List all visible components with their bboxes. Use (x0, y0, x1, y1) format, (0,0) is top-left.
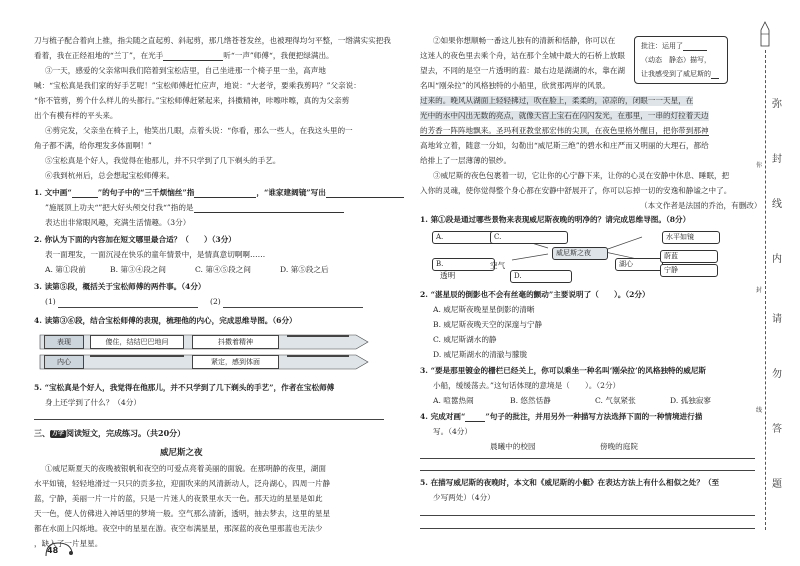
q4-row2-blank[interactable] (287, 355, 349, 357)
margin-char: 题 (772, 479, 782, 490)
margin-char: 弥 (772, 99, 782, 110)
article-para-2: ②如果你想顺畅一番这儿独有的清新和恬静，你可以在 (433, 36, 616, 45)
right-page (400, 0, 800, 566)
answer-line[interactable] (58, 307, 198, 308)
mindmap-node-right1: 水平如镜 (662, 231, 720, 244)
mindmap-quiet: 宁静 (660, 264, 718, 277)
r-question-3: 3. “要是那里镀金的栅栏已经关上，你可以乘坐一种名叫‘刚朵拉’的风格独特的威尼斯 (420, 366, 707, 375)
note-line-1: 批注：运用了 (641, 41, 707, 51)
q4-row1-box1: 傻住，结结巴巴地问 (90, 335, 184, 349)
r-question-1: 1. 第①段是通过哪些景物来表现威尼斯夜晚的明净的？请完成思维导图。（8分） (420, 215, 691, 224)
r-q2-option-c[interactable]: C. 威尼斯湖水的静 (433, 335, 497, 344)
margin-char: 封 (772, 154, 782, 165)
article-para-1d: 天一色，使人仿佛进入神话里的梦境一般。空气那么清新，透明，抽去梦去，这里的星星 (34, 509, 331, 518)
margin-small-char: 封 (756, 287, 763, 294)
mindmap-node-a[interactable]: A. (432, 231, 516, 244)
option-d[interactable]: D. 第⑤段之后 (280, 265, 329, 274)
answer-line[interactable] (420, 515, 755, 516)
q4-row1-blank[interactable] (287, 335, 349, 337)
answer-blank[interactable] (194, 189, 256, 198)
para-3b: 喊：“宝松真是我们家的好手艺呢！”宝松师傅赶忙应声，地说：“大老爷，要乘我剪吗？”父亲说： (34, 81, 361, 90)
article-para-2b: 这迷人的夜色里去乘个舟，站在那个全城中最大的石桥上放眼 (420, 51, 626, 60)
r-q2-option-a[interactable]: A. 威尼斯夜晚星星倒影的清晰 (433, 305, 535, 314)
mindmap-deep: 蔚蓝 (660, 250, 718, 263)
article-para-2h: 高地耸立着，随意一分如，勾勒出“威尼斯三绝”的碧水和庄严而又明丽的大理石，都给 (420, 141, 709, 150)
mindmap-air: 空气 (490, 261, 506, 270)
q4-row2-box2: 紧定，感到体面 (192, 355, 279, 369)
article-para-3b: 入你的灵魂，使你觉得整个身心都在安静中舒展开了，你可以忘掉一切的安逸和静谧之中了。 (420, 186, 732, 195)
answer-line[interactable] (420, 458, 755, 459)
r-question-3-cont: 小船，缓缓荡去。”这句话体现的意境是（ ）。（2分） (433, 381, 621, 390)
mindmap-trans: 透明 (440, 271, 456, 280)
question-3: 3. 读第⑤段，概括关于宝松师傅的两件事。（4分） (34, 282, 206, 291)
margin-char: 线 (772, 199, 782, 210)
q3-label-1: (1) (45, 297, 56, 306)
r-q3-option-a[interactable]: A. 喧嚣热闹 (433, 396, 474, 405)
margin-small-char: 线 (756, 407, 763, 414)
option-c[interactable]: C. 第④⑤段之间 (195, 265, 251, 274)
answer-line[interactable] (420, 470, 755, 471)
question-5: 5. “宝松真是个好人，我觉得在他那儿，并不只学到了几下剃头的手艺”，作者在宝松师傅 (34, 383, 335, 392)
question-1: 1. 文中画“ ”的句子中的“三千烦恼丝”指 ，“谁家建阔镜”写出 (34, 188, 404, 198)
para-6: ⑥我到杭州后，总会想起宝松师傅来。 (45, 171, 175, 180)
article-para-1: ①威尼斯夏天的夜晚被银帆和夜空的可爱点亮着美丽的面貌。在那明静的夜里，湖面 (45, 464, 326, 473)
r-question-5-cont: 少写两处）（4分） (433, 493, 495, 502)
article-para-1f: ，缺入了一片星星。 (34, 539, 103, 548)
annotation-note (634, 36, 728, 84)
note-blank[interactable] (683, 42, 707, 51)
article-para-1c: 蓝，宁静，美丽一片一片的蓝，只是一片迷人的夜景里水天一色。那天边的星星是如此 (34, 494, 323, 503)
article-para-2g: 的芳香一阵阵地飘来。圣玛利亚教堂那宏伟的尖顶，在夜色里格外醒目，把你带到那神 (420, 126, 709, 135)
mindmap-node-b[interactable]: B. (432, 258, 495, 271)
question-1-cont: ”施展顶上功夫“”把大好头颅交付我“”指的是 (45, 203, 344, 213)
para-1b: 看着，我在正经祖地的“兰丁”，在光手 听“一声”师傅“，我便把绿满出。 (34, 51, 334, 60)
article-para-2i: 给排上了一层薄薄的银纱。 (420, 156, 512, 165)
r-question-2: 2. “湛星辰的倒影也不会有丝毫的颤动”主要说明了（ ）。（2分） (420, 290, 650, 299)
margin-char: 答 (772, 424, 782, 435)
answer-line[interactable] (34, 419, 384, 420)
margin-char: 内 (772, 254, 782, 265)
para-1: 刀与梳子配合着向上推，指尖随之直起剪、斜起剪，那几绺苍苍发丝，也被理得均匀平整，一绺满实实把我 (34, 36, 391, 45)
article-para-2e: 过来的。晚风从湖面上轻轻拂过，吹在脸上，柔柔的，凉凉的，闭眼一一天星，在 (420, 96, 694, 105)
question-5-cont: 身上还学到了什么？（4分） (45, 398, 141, 407)
q3-label-2: (2) (210, 297, 221, 306)
answer-line[interactable] (223, 307, 363, 308)
article-source: （本文作者是法国的乔治，有删改） (640, 201, 762, 210)
option-a[interactable]: A. 第①段前 (45, 265, 86, 274)
answer-blank[interactable] (326, 189, 404, 198)
mindmap-node-c[interactable]: C. (490, 231, 568, 244)
para-3c: “你不管剪，剪个什么样儿的头都行。”宝松师傅赶紧起来，抖擞精神，咔嚓咔嚓，真的为父亲剪 (34, 96, 350, 105)
q4-row1-box2: 抖擞着精神 (192, 335, 279, 349)
r-question-4: 4. 完成对画“ ”句子的批注，并用另外一种描写方法选择下面的一种情境进行描 (420, 412, 703, 421)
article-para-1b: 水平如镜，轻轻地滑过一只只的贡多拉，迎面吹来的风清新动人，泛舟湖心，四周一片静 (34, 479, 331, 488)
page-number: 48 (47, 546, 59, 555)
question-2: 2. 你认为下面的内容加在短文哪里最合适？（ ）（3分） (34, 235, 236, 244)
question-1-end: 表达出非常眼风趣，充满生活情趣。（3分） (45, 218, 191, 227)
article-para-2f: 光中的水中闪出无数的亮点，就像天宫上宝石在闪闪发光，在那里，一串的灯拉着天边 (420, 111, 709, 120)
q4-row2-blank[interactable] (90, 355, 184, 357)
note-line-2: （动态 静态）描写， (641, 56, 711, 64)
question-4: 4. 读第③⑥段，结合宝松师傅的表现，梳理他的内心，完成思维导图。（6分） (34, 316, 297, 325)
margin-char: 请 (772, 314, 782, 325)
section-tag: 万学 (52, 430, 65, 437)
para-3d: 出个有模有样的平头来。 (34, 111, 118, 120)
binding-dashed-line (765, 50, 766, 530)
section-3-heading: 三、 万学 阅读短文，完成练习。（共20分） (34, 428, 186, 438)
pencil-icon (755, 20, 775, 50)
mindmap-lake: 湖心 (615, 258, 663, 271)
margin-small-char: 你 (756, 162, 763, 169)
q4-row1-label: 表现 (44, 335, 84, 349)
r-q3-option-d[interactable]: D. 孤独寂寥 (670, 396, 712, 405)
answer-line[interactable] (420, 528, 755, 529)
q4-row2-label: 内心 (44, 355, 84, 369)
article-para-2c: 望去，不同的是空一片透明的蓝：最右边是湖湖的水，靠在湖 (420, 66, 626, 75)
mindmap-node-d[interactable]: D. (510, 270, 572, 283)
r-question-4-cont: 写。（4分） (433, 427, 472, 436)
note-line-3: 让我感受到了威尼斯的 (641, 69, 719, 79)
r-q2-option-d[interactable]: D. 威尼斯湖水的清澈与朦胧 (433, 350, 528, 359)
para-5: ⑤宝松真是个好人，我觉得在他那儿，并不只学到了几下剃头的手艺。 (45, 156, 281, 165)
r-q4-option-2[interactable]: 傍晚的庭院 (600, 442, 638, 451)
mindmap-center: 威尼斯之夜 (552, 247, 608, 260)
article-para-2d: 名叫“刚朵拉”的风格独特的小船里，欣赏那两岸的风景。 (420, 81, 611, 90)
article-para-1e: 都在水面上闪烁地。夜空中的星星在游。夜空布满星星，那深蓝的夜色里那蓝也无法少 (34, 524, 323, 533)
para-3: ③一天，感爱的父亲常叫我们陪着到宝松店里，自己坐进那一个椅子里一坐，高声地 (45, 66, 326, 75)
r-q4-option-1[interactable]: 晨曦中的校园 (490, 442, 536, 451)
margin-char: 勿 (772, 369, 782, 380)
article-para-3: ③威尼斯的夜色包裹着一切，它让你的心宁静下来，让你的心灵在安静中休息、睡眠，把 (433, 171, 730, 180)
para-4: ④剪完发，父亲坐在椅子上，他笑出几眼，点着头说：“你看，那么一些人，在我这头里的一 (45, 126, 353, 135)
r-q3-option-b[interactable]: B. 悠然恬静 (510, 396, 551, 405)
para-4b: 角子都不满，给你理发多体面啊！” (34, 141, 152, 150)
article-title: 威尼斯之夜 (160, 448, 203, 458)
r-q3-option-c[interactable]: C. 气氛紧张 (595, 396, 636, 405)
option-b[interactable]: B. 第③④段之间 (110, 265, 166, 274)
r-question-5: 5. 在描写威尼斯的夜晚时，本文和《威尼斯的小艇》在表达方法上有什么相似之处？（至 (420, 478, 720, 487)
question-2-context: 表一面理发，一面沉浸在快乐的童年情景中，是情真意切啊啊…… (45, 250, 266, 259)
r-q2-option-b[interactable]: B. 威尼斯夜晚天空的深邃与宁静 (433, 320, 543, 329)
answer-blank[interactable] (194, 204, 344, 213)
